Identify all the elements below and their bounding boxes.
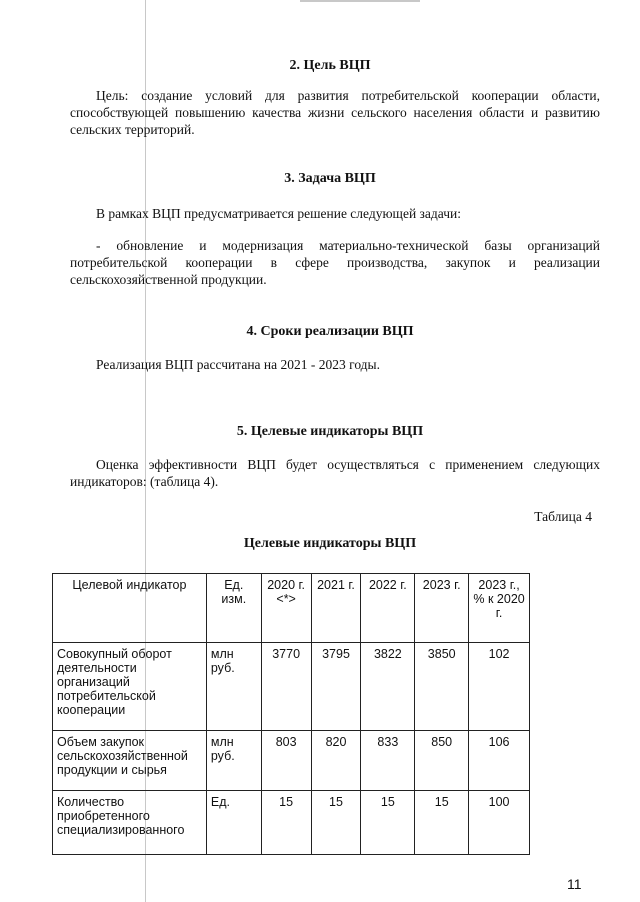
- table-title: Целевые индикаторы ВЦП: [243, 536, 417, 551]
- cell-2022: 833: [361, 731, 415, 791]
- table-row: [53, 643, 530, 731]
- cell-2022: 3822: [361, 643, 415, 731]
- header-2023: 2023 г.: [415, 574, 469, 643]
- section-3-intro: В рамках ВЦП предусматривается решение следующей задачи:: [96, 206, 461, 221]
- cell-indicator: Совокупный оборот деятельности организаций потребительской кооперации: [53, 643, 207, 731]
- cell-2022: 15: [361, 791, 415, 855]
- table-header-row: [53, 574, 530, 643]
- header-2020: 2020 г. <*>: [261, 574, 311, 643]
- page-number: 11: [567, 876, 582, 892]
- cell-2023-percent: 102: [469, 643, 530, 731]
- cell-2021: 820: [311, 731, 361, 791]
- header-indicator: Целевой индикатор: [53, 574, 207, 643]
- cell-2021: 15: [311, 791, 361, 855]
- cell-indicator: Количество приобретенного специализированного: [53, 791, 207, 855]
- section-4-text: Реализация ВЦП рассчитана на 2021 - 2023 годы.: [96, 357, 381, 372]
- section-2-text: Цель: создание условий для развития потребительской кооперации области, способствующей повышению качества жизни сельского населения области и развитию сельских территорий.: [70, 88, 600, 137]
- cell-indicator: Объем закупок сельскохозяйственной продукции и сырья: [53, 731, 207, 791]
- section-3-heading: 3. Задача ВЦП: [284, 171, 376, 186]
- header-2021: 2021 г.: [311, 574, 361, 643]
- cell-2023-percent: 100: [469, 791, 530, 855]
- cell-2020: 3770: [261, 643, 311, 731]
- cell-unit: млн руб.: [206, 731, 261, 791]
- cell-unit: млн руб.: [206, 643, 261, 731]
- cell-2023: 850: [415, 731, 469, 791]
- cell-2020: 15: [261, 791, 311, 855]
- header-2022: 2022 г.: [361, 574, 415, 643]
- cell-2023: 3850: [415, 643, 469, 731]
- header-unit: Ед. изм.: [206, 574, 261, 643]
- table-label: Таблица 4: [534, 509, 592, 524]
- cell-unit: Ед.: [206, 791, 261, 855]
- cell-2023: 15: [415, 791, 469, 855]
- scan-mark: [300, 0, 420, 2]
- section-4-heading: 4. Сроки реализации ВЦП: [246, 324, 414, 339]
- section-3-item: - обновление и модернизация материально-технической базы организаций потребительской кооперации в сфере производства, закупок и реализации сельскохозяйственной продукции.: [70, 238, 600, 287]
- table-row: [53, 791, 530, 855]
- section-2-heading: 2. Цель ВЦП: [289, 58, 371, 73]
- section-5-heading: 5. Целевые индикаторы ВЦП: [236, 424, 424, 439]
- section-5-text: Оценка эффективности ВЦП будет осуществляться с применением следующих индикаторов: (таблица 4).: [70, 457, 600, 489]
- cell-2020: 803: [261, 731, 311, 791]
- cell-2021: 3795: [311, 643, 361, 731]
- indicators-table: [52, 573, 530, 855]
- cell-2023-percent: 106: [469, 731, 530, 791]
- header-2023-percent: 2023 г., % к 2020 г.: [469, 574, 530, 643]
- table-row: [53, 731, 530, 791]
